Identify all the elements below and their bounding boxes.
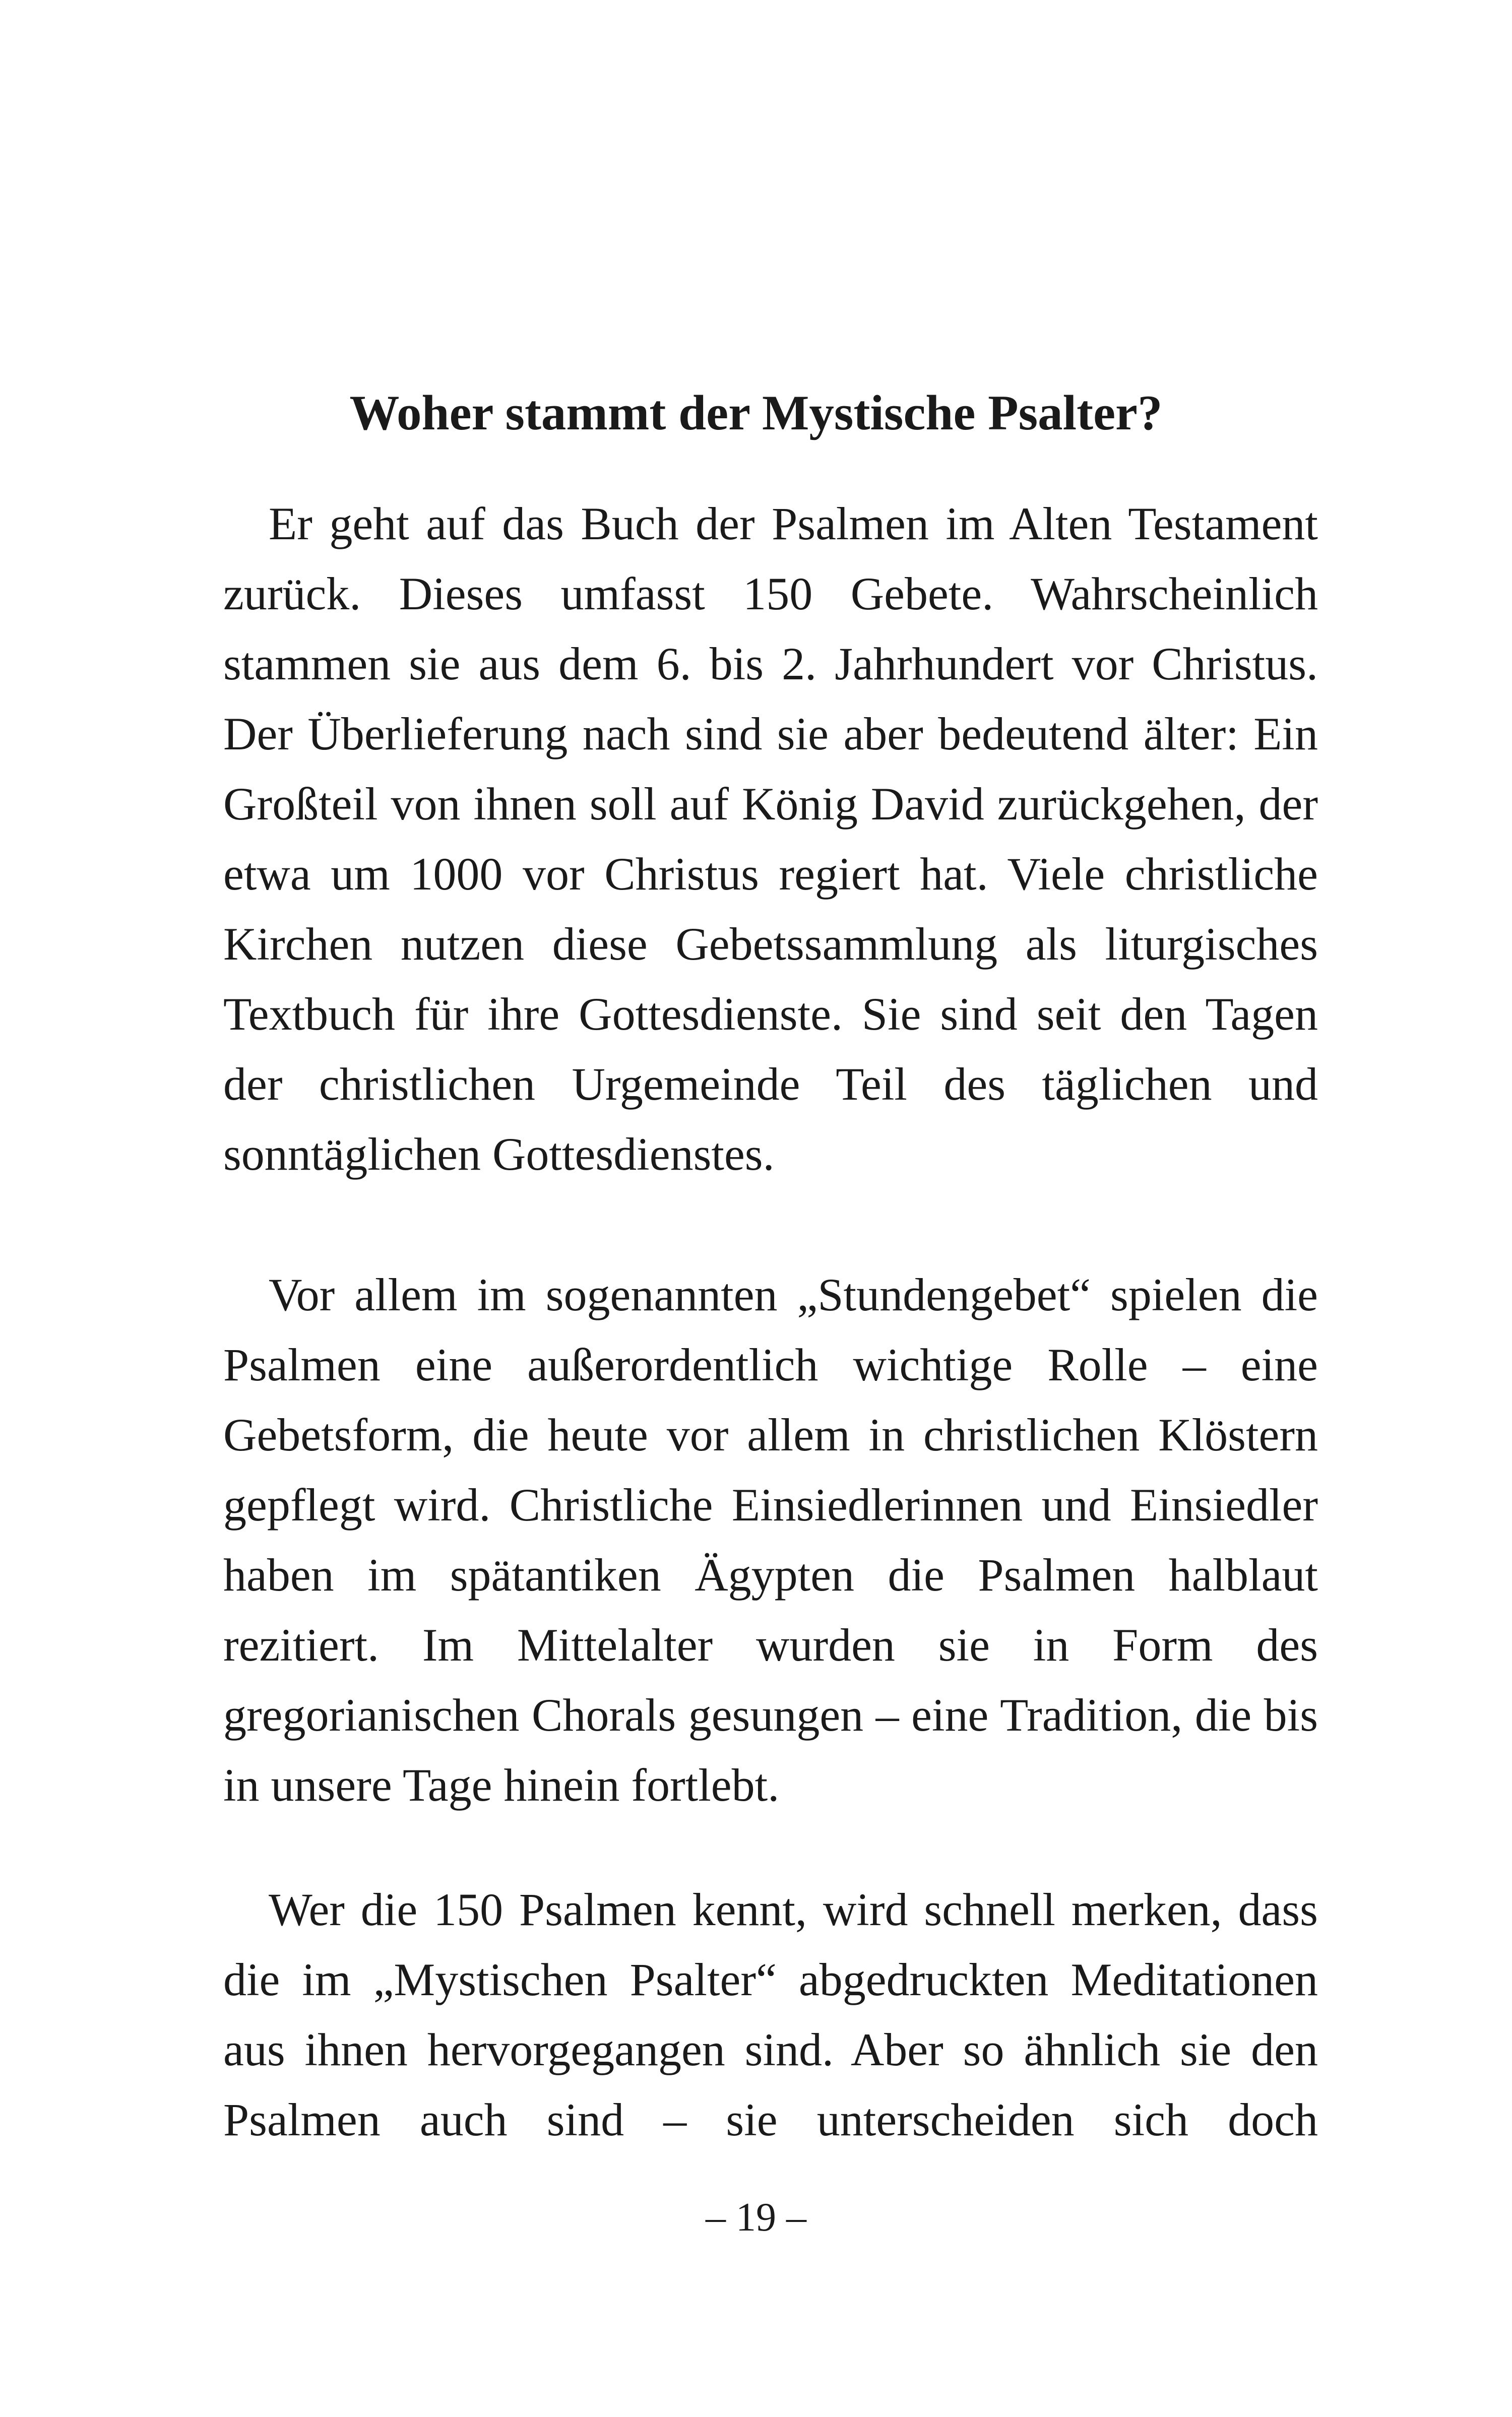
paragraph (223, 1875, 1318, 2155)
page-number: – 19 – (706, 2195, 806, 2240)
paragraph-text: Vor allem im sogenannten „Stundengebet“ spielen die Psalmen eine außerordentlich wichtige Rolle – eine Gebetsform, die heute vor allem in christlichen Klöstern gepflegt wird. Christliche Einsiedlerinnen und Einsiedler haben im spätantiken Ägypten die Psalmen halblaut rezitiert. Im Mittelalter wurden sie in Form des gregorianischen Chorals gesungen – eine Tradition, die bis in unsere Tage hinein fortlebt. (223, 1269, 1318, 1811)
paragraph (223, 1260, 1318, 1820)
paragraph (223, 489, 1318, 1189)
paragraph-text: Er geht auf das Buch der Psalmen im Alten Testament zurück. Dieses umfasst 150 Gebete. Wahrscheinlich stammen sie aus dem 6. bis 2. Jahrhundert vor Christus. Der Überlieferung nach sind sie aber bedeutend älter: Ein Großteil von ihnen soll auf König David zurückgehen, der etwa um 1000 vor Christus regiert hat. Viele christliche Kirchen nutzen diese Gebetssammlung als liturgisches Textbuch für ihre Gottesdienste. Sie sind seit den Tagen der christlichen Urgemeinde Teil des täglichen und sonntäglichen Gottesdienstes. (223, 498, 1318, 1180)
paragraph-text: Wer die 150 Psalmen kennt, wird schnell merken, dass die im „Mystischen Psalter“ abgedruckten Meditationen aus ihnen hervorgegangen sind. Aber so ähnlich sie den Psalmen auch sind – sie unterscheiden sich doch (223, 1884, 1318, 2145)
chapter-heading: Woher stammt der Mystische Psalter? (349, 386, 1163, 440)
